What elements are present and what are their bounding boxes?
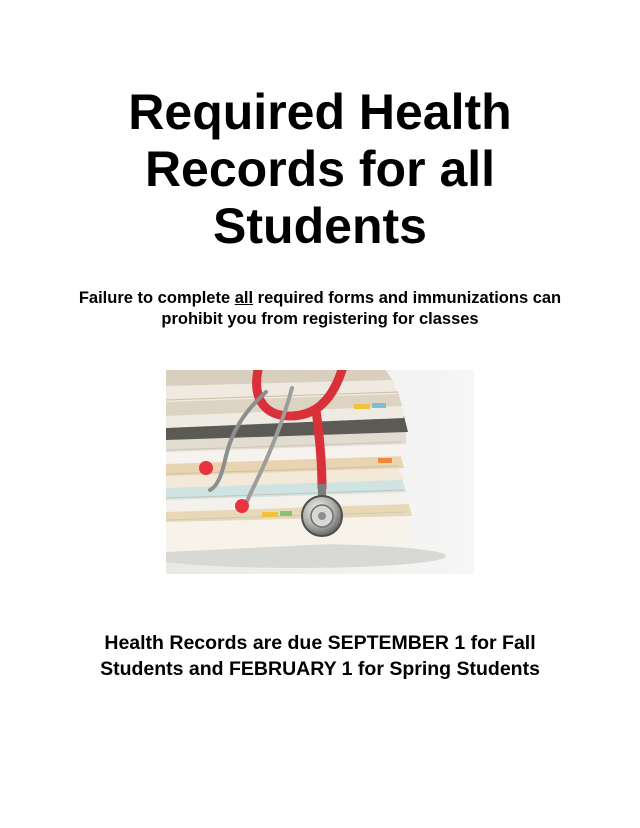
notice-text-before: Failure to complete	[78, 289, 235, 307]
stethoscope-photo	[166, 370, 474, 574]
due-line-2: Students and FEBRUARY 1 for Spring Students	[100, 658, 540, 680]
registration-notice	[40, 288, 600, 330]
title-line-3: Students	[213, 198, 427, 254]
due-line-1: Health Records are due SEPTEMBER 1 for Fall	[104, 632, 536, 654]
stethoscope-folders-icon	[166, 370, 474, 574]
due-date-notice	[40, 630, 600, 682]
notice-text-line-2: prohibit you from registering for classes	[161, 310, 479, 328]
title-line-2: Records for all	[144, 141, 496, 197]
notice-text-after: required forms and immunizations can	[253, 289, 562, 307]
title-line-1: Required Health	[128, 84, 512, 140]
notice-underlined-word: all	[234, 289, 254, 307]
page-title	[60, 84, 580, 255]
